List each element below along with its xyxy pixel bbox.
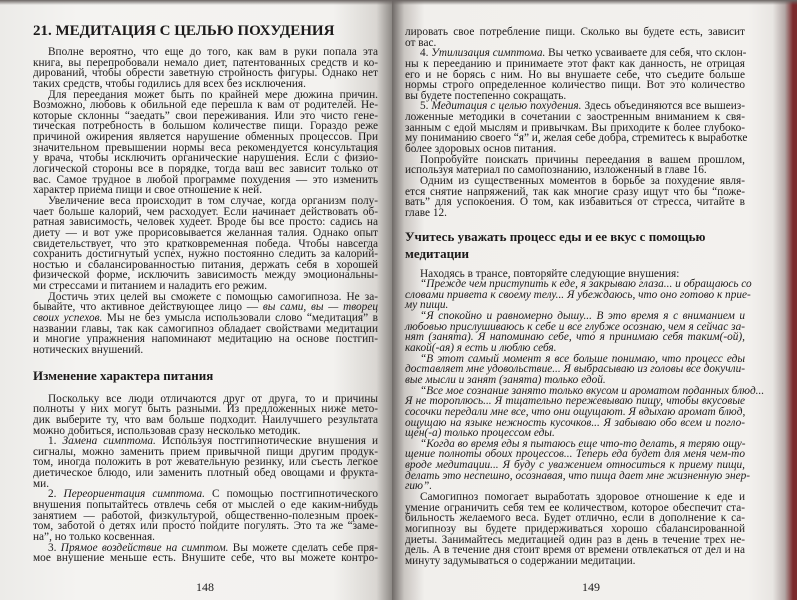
text-segment: Используя постгипнотические внушения и [155, 435, 379, 448]
text-segment: делать это неспешно, осознавая, что пища дает мне жизненную энер- [405, 469, 751, 482]
text-segment: диеты. Занимайтесь медитацией один раз в день в течение трех не- [405, 533, 745, 546]
text-segment: 3. [48, 541, 61, 554]
text-segment: “Когда во время еды я пытаюсь еще что-то делать, я теряю ощу- [420, 437, 746, 450]
text-segment: от вас. [405, 36, 437, 49]
paragraph [405, 100, 748, 156]
heading-line: Изменение характера питания [33, 367, 214, 383]
text-segment: Вы четко усваиваете для себя, что склон- [545, 47, 747, 60]
paragraph [405, 48, 745, 101]
text-segment: мое внушение меньше есть. Внушите себе, что вы можете контро- [33, 552, 378, 565]
text-segment: Вы можете сделать себе пря- [228, 541, 378, 554]
text-segment: значительном превышении нормы веса рекомендуется консультация [33, 141, 378, 154]
paragraph [405, 437, 751, 493]
text-segment: вас. Самое трудное в любой программе похудения — это изменить [33, 173, 378, 186]
italic-term: своих успехов. [33, 312, 103, 325]
text-line [405, 27, 745, 38]
section-heading [405, 228, 745, 262]
paragraph [405, 27, 745, 48]
text-segment: дель. А в течение дня стоит время от времени отвлекаться от дел и на [405, 544, 745, 557]
text-segment: диету — и вот уже прорисовывается желанная талия. Однако опыт [33, 226, 378, 239]
heading-line: Учитесь уважать процесс еды и ее вкус с помощью [405, 228, 706, 244]
text-segment: ностью и сбалансированностью питания, держать себя в хорошей [33, 258, 378, 271]
text-segment: вые мысли и занят (занята) только едой. [405, 373, 606, 386]
text-segment: Возможно, любовь к обильной еде перешла к вам от родителей. Не- [33, 99, 378, 112]
paragraph [405, 384, 765, 440]
text-segment: 5. [420, 100, 432, 113]
text-segment: главе 12. [405, 206, 447, 219]
text-segment: С помощью постгипнотического [204, 488, 379, 501]
text-segment: и многие упражнения напоминают медитацию на основе постгип- [33, 333, 378, 346]
text-segment: могипнозу вы будете придерживаться хорошо сбалансированной [405, 522, 745, 535]
text-segment: “В этот самый момент я все больше понимаю, что процесс еды [420, 352, 745, 365]
paragraph [405, 155, 745, 176]
text-segment: Попробуйте поискать причины переедания в вашем прошлом, [420, 153, 745, 166]
text-line [405, 469, 751, 482]
text-segment: Находясь в трансе, повторяйте следующие внушения: [420, 267, 680, 280]
text-segment: Достичь этих целей вы сможете с помощью самогипноза. Не за- [48, 290, 378, 303]
paragraph [33, 436, 378, 489]
paragraph [33, 90, 378, 196]
text-segment: любовью прислушиваюсь к себе и все глубже осознаю, чем я сейчас за- [405, 320, 745, 333]
text-segment: ется снятие напряжений, так как многие сразу ищут что бы “поже- [405, 185, 745, 198]
text-segment: 2. [48, 488, 64, 501]
text-segment: занным с едой мыслям и привычкам. Вы приходите к более глубоко- [405, 121, 745, 134]
text-segment: 4. [420, 47, 432, 60]
right-page-text [405, 26, 765, 567]
text-segment: словами привета к своему телу... Я убеждаюсь, что оно готово к прие- [405, 288, 751, 301]
text-line [405, 208, 745, 219]
text-segment: му пониманию своего “я” и, желая себе добра, стремитесь к выработке [405, 132, 748, 145]
paragraph [33, 543, 378, 564]
text-segment: том, заботой о детях или просто пойдите погулять. Это та же “заме- [33, 520, 378, 533]
text-segment: нят (занята). Я напоминаю себе, что я принимаю себя таким(-ой), [405, 331, 745, 344]
text-segment: Самогипноз помогает выработать здоровое отношение к еде и [420, 490, 745, 503]
text-segment: диетическое блюдо, или заменить плотный обед овощами и фрукта- [33, 467, 378, 480]
page-number-left: 148 [196, 580, 214, 594]
text-line [33, 553, 378, 564]
paragraph [33, 394, 378, 437]
text-segment: характер приема пищи и свое отношение к ней. [33, 184, 263, 197]
italic-term: Прямое воздействие на симптом. [60, 541, 229, 554]
text-segment: лировать свое потребление пищи. Сколько вы будете есть, зависит [405, 26, 745, 38]
chapter-title [33, 22, 378, 40]
italic-term: вы сами, вы — творец [262, 301, 378, 314]
text-segment: умение ограничить себя тем ее количеством, которое обеспечит ста- [405, 501, 745, 514]
text-segment: более здоровых основ питания. [405, 143, 557, 156]
text-segment: Здесь объединяются все вышеиз- [581, 100, 745, 113]
text-segment: щен(-а) только процессом еды. [405, 427, 555, 440]
paragraph [405, 278, 752, 312]
text-segment: ми. [33, 477, 50, 490]
text-segment: ми стрессами и питанием и наладить его режим. [33, 280, 268, 293]
text-segment: нотических внушений. [33, 343, 144, 356]
italic-term: Переориентация симптома. [63, 488, 205, 501]
text-segment: свидетельствует, что это кратковременная победа. Чтобы навсегда [33, 237, 378, 250]
heading-line: медитации [405, 245, 470, 261]
text-segment: ратная зависимость, человек худеет. Вроде бы все просто: садись на [33, 216, 378, 229]
text-segment: книга, вы перепробовали немало диет, патентованных средств и ко- [33, 56, 378, 69]
paragraph [33, 47, 378, 90]
paragraph [405, 311, 745, 354]
text-segment: занятием — работой, физкультурой, общественно-полезным проек- [33, 509, 378, 522]
text-segment: ложенные методики в сочетании с заостренным вниманием к свя- [405, 111, 745, 124]
text-segment: Я не тороплюсь... Я тщательно пережевываю пищу, чтобы вкусовые [405, 395, 745, 408]
text-segment: можно добиться, использовав сразу несколько методик. [33, 424, 301, 437]
text-segment: том, иногда положить в рот жевательную резинку, или съесть легкое [33, 456, 378, 469]
text-segment: Одним из существенных моментов в борьбе за похудение явля- [420, 174, 745, 187]
text-segment: бывайте, что активное действующее лицо — [33, 301, 263, 314]
text-segment: таких средств, чтобы годились для всех без исключения. [33, 77, 306, 90]
text-line [405, 556, 745, 567]
italic-term: Утилизация симптома. [431, 47, 546, 60]
text-segment: полноты у них могут быть разными. Из предложенных ниже мето- [33, 403, 378, 416]
paragraph [33, 292, 378, 356]
section-heading [33, 367, 378, 384]
text-segment: гию”. [405, 480, 433, 493]
text-segment: нормы строго определенное количество пищи. Вот это количество [405, 79, 745, 92]
text-segment: физической форме, исключить зависимость между эмоциональны- [33, 269, 378, 282]
text-segment: вроде медитации... Я буду с уважением относиться к приему пищи, [405, 459, 745, 472]
paragraph [405, 176, 745, 219]
text-segment: му пищи. [405, 299, 449, 312]
text-segment: сохранить достигнутый успех, нужно постоянно следить за калорий- [33, 248, 378, 261]
text-segment: внушения попытайтесь отвлечь себя от мыслей о еде каким-нибудь [33, 498, 378, 511]
text-line [405, 288, 751, 301]
text-segment: Мы не без умысла использовали слово “медитация” в [102, 312, 379, 325]
text-segment: тическая потребность в большом количестве пищи. Гораздо реже [33, 120, 378, 133]
book-top-edge [0, 0, 797, 5]
paragraph [33, 489, 378, 542]
text-segment: Для переедания может быть по крайней мере дюжина причин. [48, 88, 378, 101]
text-segment: Вполне вероятно, что еще до того, как вам в руки попала эта [48, 46, 378, 58]
text-segment: его и не борясь с ним. Но вы внушаете себе, что съедите больше [405, 68, 745, 81]
text-segment: “Все мое сознание занято только вкусом и ароматом поданных блюд... [420, 384, 765, 397]
text-segment: названии главы, так как самогипноз обладает свойствами медитации [33, 322, 378, 335]
text-segment: которые склонны “заедать” свои переживания. Или это чисто гене- [33, 109, 378, 122]
left-page-text [33, 22, 378, 564]
paragraph [33, 196, 378, 292]
text-segment: сигналы, можно заменить прием привычной пищи другим продук- [33, 445, 378, 458]
text-segment: доставляет мне удовольствие... Я выбрасываю из головы все докучли- [405, 363, 745, 376]
text-segment: логической стороны все в порядке, тогда ваш вес зависит только от [33, 163, 378, 176]
text-segment: используя материал по самопознанию, изложенный в главе 16. [405, 164, 707, 177]
text-line [33, 468, 378, 479]
text-segment: дирований, чтобы обрести заветную стройность фигуры. Однако нет [33, 67, 378, 80]
text-segment: ощущаю на языке нежность кусочков... Я забываю обо всем и погло- [405, 416, 745, 429]
text-line [33, 345, 378, 356]
text-segment: чает больше калорий, чем расходует. Если начинает действовать об- [33, 205, 378, 218]
paragraph [405, 354, 745, 386]
text-segment: вать” для успокоения. О том, как избавиться от стресса, читайте в [405, 196, 745, 209]
text-segment: вы будете постепенно сокращать. [405, 89, 567, 102]
text-segment: “Прежде чем приступить к еде, я закрываю глаза... и обращаюсь со [420, 278, 752, 291]
heading-line: 21. МЕДИТАЦИЯ С ЦЕЛЬЮ ПОХУДЕНИЯ [33, 23, 335, 39]
italic-term: Медитация с целью похудения. [431, 100, 582, 113]
text-segment: сосочки передали мне все, что они ощущают. Я вдыхаю аромат блюд, [405, 405, 746, 418]
text-segment: “Я спокойно и равномерно дышу... В это время я с вниманием и [420, 310, 745, 323]
text-segment: Увеличение веса происходит в том случае, когда организм полу- [48, 194, 378, 207]
text-segment: какой(-ая) я есть и люблю себя. [405, 342, 557, 355]
text-segment: дик выберите ту, что вам больше подходит. Наилучшего результата [33, 413, 378, 426]
text-segment: щение полноты обоих процессов... Теперь еда будет для меня чем-то [405, 448, 745, 461]
paragraph [405, 492, 745, 566]
text-segment: минуту задумываться о содержании медитации. [405, 554, 636, 567]
italic-term: Замена симптома. [62, 435, 156, 448]
text-segment: на”, но только косвенная. [33, 530, 155, 543]
text-segment: у врача, чтобы исключить органические нарушения. Если с физио- [33, 152, 378, 165]
page-number-right: 149 [582, 580, 600, 594]
text-segment: бильность желаемого веса. Будет отлично, если в дополнение к са- [405, 512, 745, 525]
text-segment: ны к перееданию и принимаете этот факт как данность, не отрицая [405, 57, 745, 70]
text-segment: Поскольку все люди отличаются друг от друга, то и причины [48, 392, 378, 405]
text-segment: причиной ожирения является нарушение обменных процессов. При [33, 131, 378, 144]
text-line [405, 197, 745, 208]
text-segment: 1. [48, 435, 63, 448]
